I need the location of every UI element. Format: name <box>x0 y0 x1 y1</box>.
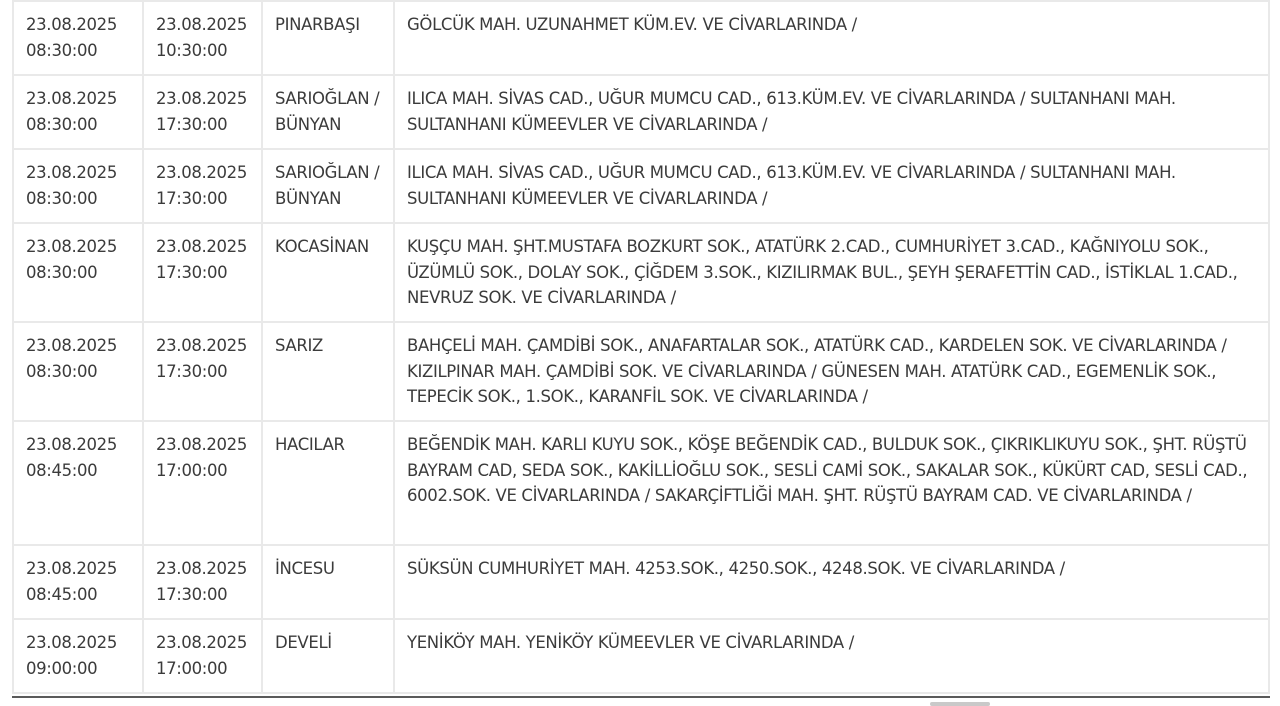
end-cell <box>144 620 261 692</box>
district-name: SARIOĞLAN / BÜNYAN <box>275 89 380 134</box>
table-row <box>14 620 1268 692</box>
start-time: 08:45:00 <box>26 460 98 480</box>
end-cell <box>144 2 261 74</box>
table-row <box>14 150 1268 222</box>
end-time: 17:30:00 <box>156 114 228 134</box>
table-row <box>14 76 1268 148</box>
district-name: KOCASİNAN <box>275 237 369 256</box>
start-cell <box>14 76 142 148</box>
horizontal-scrollbar-thumb[interactable] <box>930 702 990 706</box>
outage-table-container <box>12 0 1270 694</box>
affected-area: SÜKSÜN CUMHURİYET MAH. 4253.SOK., 4250.SOK., 4248.SOK. VE CİVARLARINDA / <box>407 559 1065 578</box>
end-date: 23.08.2025 <box>156 435 247 454</box>
end-time: 10:30:00 <box>156 40 228 60</box>
start-cell <box>14 150 142 222</box>
affected-area: ILICA MAH. SİVAS CAD., UĞUR MUMCU CAD., 613.KÜM.EV. VE CİVARLARINDA / SULTANHANI MAH. SULTANHANI KÜMEEVLER VE CİVARLARINDA / <box>407 163 1176 208</box>
affected-area: BEĞENDİK MAH. KARLI KUYU SOK., KÖŞE BEĞENDİK CAD., BULDUK SOK., ÇIKRIKLIKUYU SOK., ŞHT. RÜŞTÜ BAYRAM CAD, SEDA SOK., KAKİLLİOĞLU SOK., SESLİ CAMİ SOK., SAKALAR SOK., KÜKÜRT CAD, SESLİ CAD., 6002.SOK. VE CİVARLARINDA / SAKARÇİFTLİĞİ MAH. ŞHT. RÜŞTÜ BAYRAM CAD. VE CİVARLARINDA / <box>407 435 1248 505</box>
start-cell <box>14 2 142 74</box>
end-cell <box>144 422 261 544</box>
district-cell <box>263 224 393 321</box>
start-cell <box>14 546 142 618</box>
affected-area: GÖLCÜK MAH. UZUNAHMET KÜM.EV. VE CİVARLARINDA / <box>407 15 857 34</box>
end-date: 23.08.2025 <box>156 237 247 256</box>
start-cell <box>14 323 142 420</box>
area-cell <box>395 546 1268 618</box>
table-row <box>14 422 1268 544</box>
area-cell <box>395 76 1268 148</box>
district-cell <box>263 76 393 148</box>
start-time: 08:30:00 <box>26 262 98 282</box>
area-cell <box>395 323 1268 420</box>
start-time: 08:30:00 <box>26 114 98 134</box>
start-cell <box>14 422 142 544</box>
start-time: 09:00:00 <box>26 658 98 678</box>
district-name: DEVELİ <box>275 633 332 652</box>
start-time: 08:30:00 <box>26 40 98 60</box>
start-time: 08:45:00 <box>26 584 98 604</box>
start-date: 23.08.2025 <box>26 435 117 454</box>
affected-area: KUŞÇU MAH. ŞHT.MUSTAFA BOZKURT SOK., ATATÜRK 2.CAD., CUMHURİYET 3.CAD., KAĞNIYOLU SOK., ÜZÜMLÜ SOK., DOLAY SOK., ÇİĞDEM 3.SOK., KIZILIRMAK BUL., ŞEYH ŞERAFETTİN CAD., İSTİKLAL 1.CAD., NEVRUZ SOK. VE CİVARLARINDA / <box>407 237 1238 307</box>
district-cell <box>263 422 393 544</box>
affected-area: YENİKÖY MAH. YENİKÖY KÜMEEVLER VE CİVARLARINDA / <box>407 633 854 652</box>
start-date: 23.08.2025 <box>26 559 117 578</box>
end-cell <box>144 224 261 321</box>
end-date: 23.08.2025 <box>156 633 247 652</box>
district-cell <box>263 323 393 420</box>
district-cell <box>263 150 393 222</box>
start-time: 08:30:00 <box>26 188 98 208</box>
end-date: 23.08.2025 <box>156 89 247 108</box>
district-name: SARIZ <box>275 336 323 355</box>
end-date: 23.08.2025 <box>156 15 247 34</box>
start-date: 23.08.2025 <box>26 237 117 256</box>
outage-table <box>12 0 1270 694</box>
table-row <box>14 2 1268 74</box>
table-bottom-border <box>12 696 1270 698</box>
end-date: 23.08.2025 <box>156 336 247 355</box>
area-cell <box>395 2 1268 74</box>
end-time: 17:30:00 <box>156 262 228 282</box>
table-row <box>14 224 1268 321</box>
district-cell <box>263 2 393 74</box>
area-cell <box>395 150 1268 222</box>
area-cell <box>395 422 1268 544</box>
affected-area: ILICA MAH. SİVAS CAD., UĞUR MUMCU CAD., 613.KÜM.EV. VE CİVARLARINDA / SULTANHANI MAH. SULTANHANI KÜMEEVLER VE CİVARLARINDA / <box>407 89 1176 134</box>
district-name: SARIOĞLAN / BÜNYAN <box>275 163 380 208</box>
table-row <box>14 323 1268 420</box>
page-right-margin <box>1270 0 1280 706</box>
district-name: PINARBAŞI <box>275 15 360 34</box>
end-time: 17:30:00 <box>156 584 228 604</box>
end-cell <box>144 323 261 420</box>
area-cell <box>395 620 1268 692</box>
start-time: 08:30:00 <box>26 361 98 381</box>
area-cell <box>395 224 1268 321</box>
start-date: 23.08.2025 <box>26 163 117 182</box>
district-cell <box>263 546 393 618</box>
district-name: HACILAR <box>275 435 345 454</box>
start-date: 23.08.2025 <box>26 633 117 652</box>
start-date: 23.08.2025 <box>26 15 117 34</box>
end-date: 23.08.2025 <box>156 163 247 182</box>
end-cell <box>144 76 261 148</box>
end-time: 17:00:00 <box>156 658 228 678</box>
affected-area: BAHÇELİ MAH. ÇAMDİBİ SOK., ANAFARTALAR SOK., ATATÜRK CAD., KARDELEN SOK. VE CİVARLARINDA / KIZILPINAR MAH. ÇAMDİBİ SOK. VE CİVARLARINDA / GÜNESEN MAH. ATATÜRK CAD., EGEMENLİK SOK., TEPECİK SOK., 1.SOK., KARANFİL SOK. VE CİVARLARINDA / <box>407 336 1227 406</box>
end-time: 17:30:00 <box>156 188 228 208</box>
start-date: 23.08.2025 <box>26 336 117 355</box>
end-time: 17:30:00 <box>156 361 228 381</box>
district-name: İNCESU <box>275 559 335 578</box>
start-cell <box>14 224 142 321</box>
end-time: 17:00:00 <box>156 460 228 480</box>
start-cell <box>14 620 142 692</box>
end-cell <box>144 546 261 618</box>
start-date: 23.08.2025 <box>26 89 117 108</box>
table-row <box>14 546 1268 618</box>
end-date: 23.08.2025 <box>156 559 247 578</box>
end-cell <box>144 150 261 222</box>
district-cell <box>263 620 393 692</box>
